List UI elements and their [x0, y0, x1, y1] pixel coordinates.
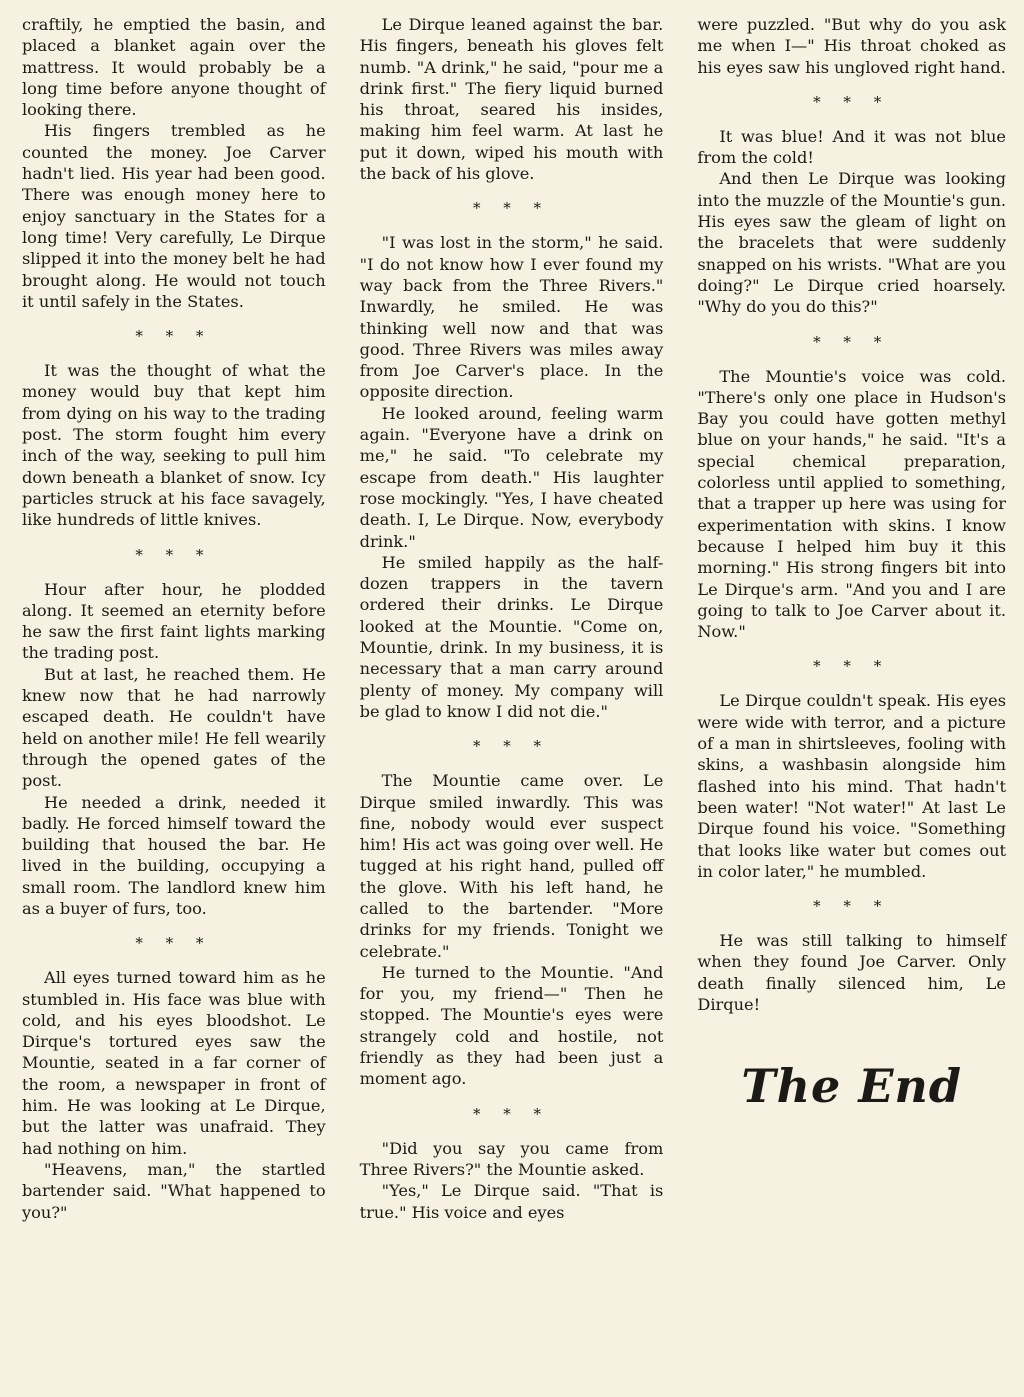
paragraph: Hour after hour, he plodded along. It seemed an eternity before he saw the first faint lights marking the trading post. [22, 579, 326, 663]
paragraph: He turned to the Mountie. "And for you, my friend—" Then he stopped. The Mountie's eyes were strangely cold and hostile, not friendly as they had been just a moment ago. [359, 962, 664, 1089]
paragraph: And then Le Dirque was looking into the muzzle of the Mountie's gun. His eyes saw the gleam of light on the bracelets that were suddenly snapped on his wrists. "What are you doing?" Le Dirque cried hoarsely. "Why do you do this?" [697, 169, 1007, 317]
paragraph: "Yes," Le Dirque said. "That is true." His voice and eyes [359, 1181, 664, 1222]
section-separator: * * * [813, 897, 891, 916]
paragraph: He was still talking to himself when they found Joe Carver. Only death finally silenced him, Le Dirque! [697, 931, 1007, 1014]
column-3 [697, 14, 1006, 1397]
section-separator: * * * [813, 332, 891, 351]
section-separator: * * * [472, 1104, 551, 1123]
paragraph: Le Dirque leaned against the bar. His fingers, beneath his gloves felt numb. "A drink," he said, "pour me a drink first." The fiery liquid burned his throat, seared his insides, making him feel warm. At last he put it down, wiped his mouth with the back of his glove. [359, 15, 664, 184]
paragraph: craftily, he emptied the basin, and placed a blanket again over the mattress. It would probably be a long time before anyone thought of looking there. [22, 15, 326, 120]
paragraph: All eyes turned toward him as he stumbled in. His face was blue with cold, and his eyes bloodshot. Le Dirque's tortured eyes saw the Mountie, seated in a far corner of the room, a newspaper in front of him. He was looking at Le Dirque, but the latter was unafraid. They had nothing on him. [22, 968, 326, 1158]
section-separator: * * * [472, 737, 551, 756]
section-separator: * * * [813, 657, 891, 676]
paragraph: It was the thought of what the money would buy that kept him from dying on his way to the trading post. The storm fought him every inch of the way, seeking to pull him down beneath a blanket of snow. Icy particles struck at his face savagely, like hundreds of little knives. [22, 361, 326, 530]
column-2 [360, 14, 664, 1397]
section-separator: * * * [813, 92, 891, 111]
paragraph: "Did you say you came from Three Rivers?" the Mountie asked. [359, 1138, 664, 1179]
paragraph: were puzzled. "But why do you ask me when I—" His throat choked as his eyes saw his ungloved right hand. [697, 15, 1007, 77]
section-separator: * * * [135, 545, 213, 564]
paragraph: But at last, he reached them. He knew now that he had narrowly escaped death. He couldn't have held on another mile! He fell wearily through the opened gates of the post. [22, 664, 326, 791]
section-separator: * * * [472, 199, 551, 218]
paragraph: The Mountie's voice was cold. "There's only one place in Hudson's Bay you could have gotten methyl blue on your hands," he said. "It's a special chemical preparation, colorless until applied to something, that a trapper up here was using for experimentation with skins. I know because I helped him buy it this morning." His strong fingers bit into Le Dirque's arm. "And you and I are going to talk to Joe Carver about it. Now." [697, 366, 1007, 642]
section-separator: * * * [135, 934, 213, 953]
paragraph: "I was lost in the storm," he said. "I do not know how I ever found my way back from the Three Rivers." Inwardly, he smiled. He was thinking well now and that was good. Three Rivers was miles away from Joe Carver's place. In the opposite direction. [359, 233, 664, 402]
paragraph: The Mountie came over. Le Dirque smiled inwardly. This was fine, nobody would ever suspect him! His act was going over well. He tugged at his right hand, pulled off the glove. With his left hand, he called to the bartender. "More drinks for my friends. Tonight we celebrate." [359, 771, 664, 961]
paragraph: He looked around, feeling warm again. "Everyone have a drink on me," he said. "To celebrate my escape from death." His laughter rose mockingly. "Yes, I have cheated death. I, Le Dirque. Now, everybody drink." [359, 403, 664, 551]
column-1 [22, 14, 326, 1397]
paragraph: His fingers trembled as he counted the money. Joe Carver hadn't lied. His year had been good. There was enough money here to enjoy sanctuary in the States for a long time! Very carefully, Le Dirque slipped it into the money belt he had brought along. He would not touch it until safely in the States. [22, 121, 326, 311]
paragraph: It was blue! And it was not blue from the cold! [697, 126, 1007, 168]
section-separator: * * * [135, 327, 213, 346]
the-end-title: The End [741, 1059, 962, 1114]
paragraph: "Heavens, man," the startled bartender said. "What happened to you?" [22, 1159, 326, 1222]
paragraph: He smiled happily as the half-dozen trappers in the tavern ordered their drinks. Le Dirque looked at the Mountie. "Come on, Mountie, drink. In my business, it is necessary that a man carry around plenty of money. My company will be glad to know I did not die." [359, 552, 664, 721]
paragraph: Le Dirque couldn't speak. His eyes were wide with terror, and a picture of a man in shirtsleeves, fooling with skins, a washbasin alongside him flashed into his mind. That hadn't been water! "Not water!" At last Le Dirque found his voice. "Something that looks like water but comes out in color later," he mumbled. [697, 691, 1007, 881]
paragraph: He needed a drink, needed it badly. He forced himself toward the building that housed the bar. He lived in the building, occupying a small room. The landlord knew him as a buyer of furs, too. [22, 792, 326, 918]
